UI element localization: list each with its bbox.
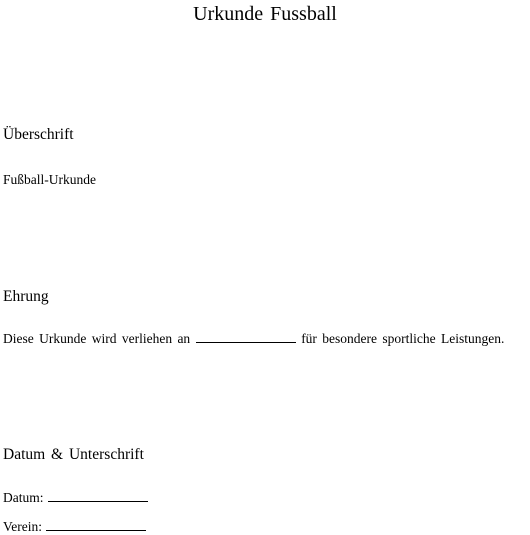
club-label: Verein: xyxy=(3,519,42,534)
section-heading-ehrung: Ehrung xyxy=(3,288,49,305)
date-blank xyxy=(48,501,148,502)
honor-sentence xyxy=(3,330,504,347)
date-line xyxy=(3,489,150,506)
honor-text-before: Diese Urkunde wird verliehen an xyxy=(3,331,191,346)
date-label: Datum: xyxy=(3,490,44,505)
certificate-type-text: Fußball-Urkunde xyxy=(3,172,96,187)
section-heading-ueberschrift: Überschrift xyxy=(3,126,74,143)
honor-text-after: für besondere sportliche Leistungen. xyxy=(301,331,505,346)
recipient-name-blank xyxy=(196,342,296,343)
club-blank xyxy=(46,530,146,531)
document-title: Urkunde Fussball xyxy=(193,3,337,25)
club-line xyxy=(3,518,148,535)
section-heading-datum-unterschrift: Datum & Unterschrift xyxy=(3,446,144,463)
